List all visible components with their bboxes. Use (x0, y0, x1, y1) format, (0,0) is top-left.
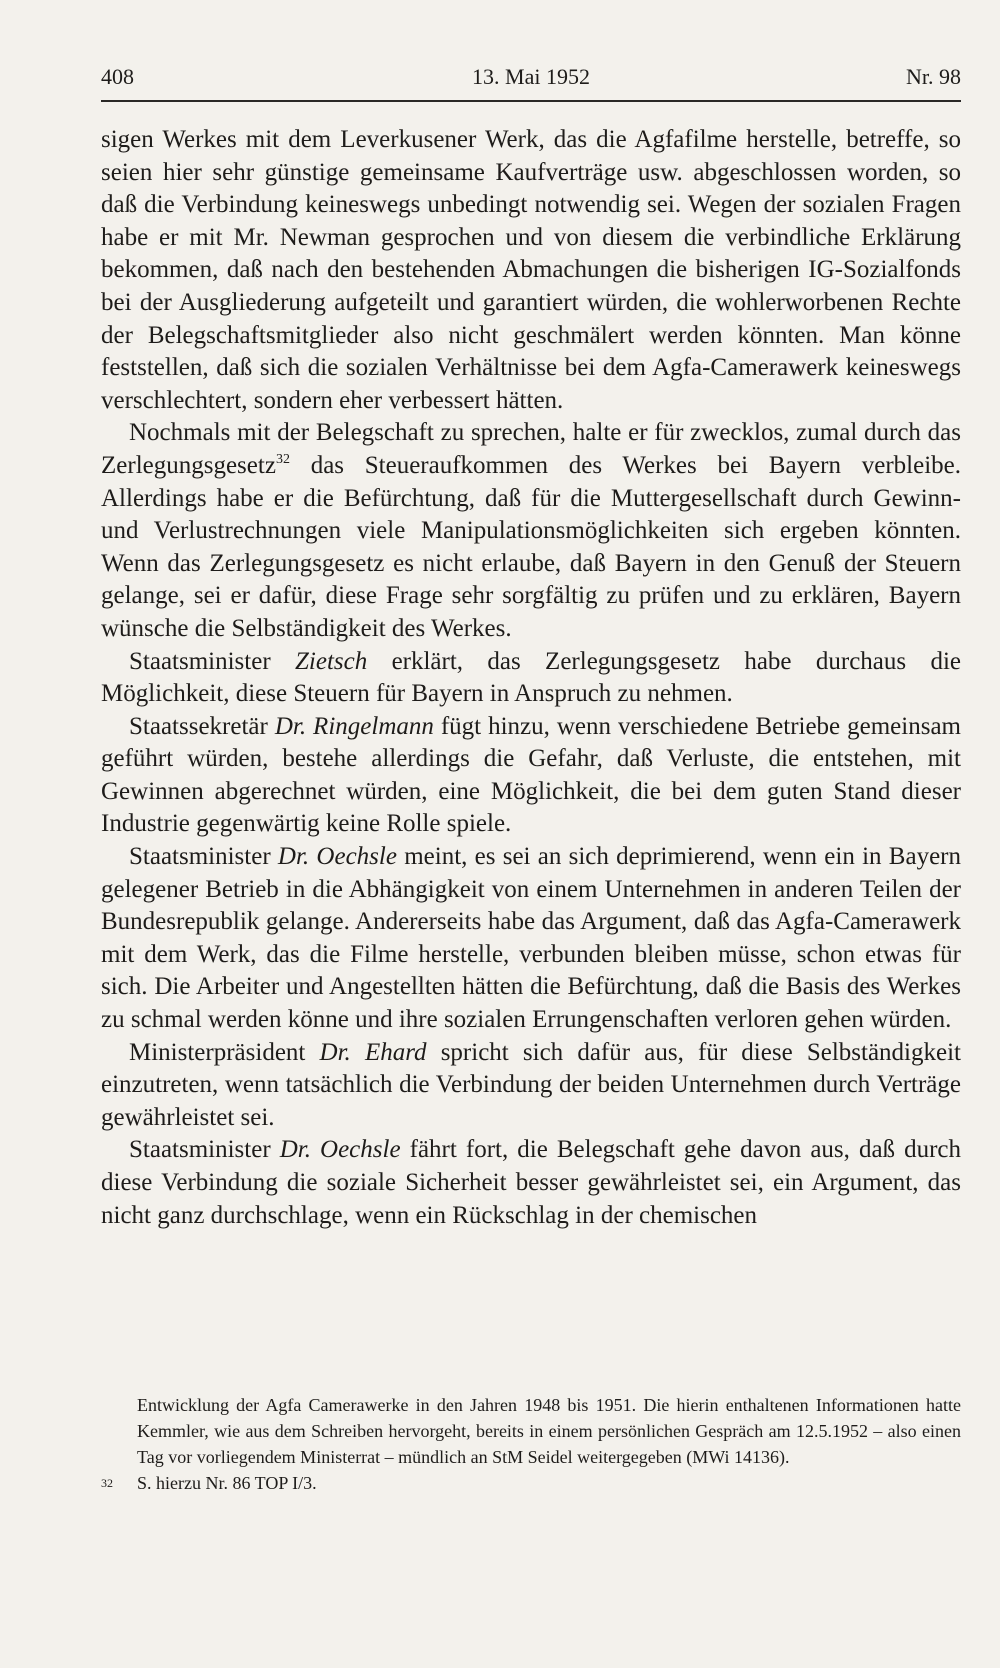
text-run: das Steueraufkommen des Werkes bei Bayern verbleibe. Allerdings habe er die Befürchtung, daß für die Muttergesellschaft durch Gewinn- und Verlustrechnungen viele Manipulationsmöglichkeiten sich ergeben könnten. Wenn das Zerlegungsgesetz es nicht erlaube, daß Bayern in den Genuß der Steuern gelange, sei er dafür, diese Frage sehr sorgfältig zu prüfen und zu erklären, Bayern wünsche die Selbständigkeit des Werkes. (101, 451, 961, 642)
speaker-name: Dr. Oechsle (279, 1136, 401, 1164)
paragraph (101, 646, 961, 711)
header-date: 13. Mai 1952 (472, 64, 590, 89)
paragraph (101, 1134, 961, 1232)
paragraph (101, 124, 961, 417)
speaker-name: Dr. Ringelmann (274, 712, 434, 740)
paragraph (101, 1037, 961, 1135)
paragraph (101, 711, 961, 841)
paragraph (101, 841, 961, 1037)
page-number: 408 (101, 64, 134, 89)
speaker-name: Dr. Ehard (319, 1038, 427, 1066)
text-run: fährt fort, die Belegschaft gehe davon aus, daß durch diese Verbindung die soziale Sicherheit besser gewährleistet sei, ein Argument, das nicht ganz durchschlage, wenn ein Rückschlag in der chemischen (101, 1136, 962, 1229)
document-number: Nr. 98 (906, 64, 961, 89)
text-run: Nochmals mit der Belegschaft zu sprechen, halte er für zwecklos, zumal durch das Zerlegungsgesetz (101, 419, 961, 479)
text-run: meint, es sei an sich deprimierend, wenn ein in Bayern gelegener Betrieb in die Abhängigkeit von einem Unternehmen in anderen Teilen der Bundesrepublik gelange. Andererseits habe das Argument, daß das Agfa-Camerawerk mit dem Werk, das die Filme herstelle, verbunden bleiben müsse, schon etwas für sich. Die Arbeiter und Angestellten hätten die Befürchtung, daß die Basis des Werkes zu schmal werden könne und ihre sozialen Errungenschaften verloren gehen würden. (101, 843, 961, 1034)
text-run: fügt hinzu, wenn verschiedene Betriebe gemeinsam geführt würden, bestehe allerdings die Gefahr, daß Verluste, die entstehen, mit Gewinnen abgerechnet würden, eine Möglichkeit, die bei dem guten Stand dieser Industrie gegenwärtig keine Rolle spiele. (101, 712, 961, 838)
speaker-name: Zietsch (295, 647, 368, 675)
text-run: sigen Werkes mit dem Leverkusener Werk, das die Agfafilme herstelle, betreffe, so seien hier sehr günstige gemeinsame Kaufverträge usw. abgeschlossen worden, so daß die Verbindung keineswegs unbedingt notwendig sei. Wegen der sozialen Fragen habe er mit Mr. Newman gesprochen und von diesem die verbindliche Erklärung bekommen, daß nach den bestehenden Abmachungen die bisherigen IG-Sozialfonds bei der Ausgliederung aufgeteilt und garantiert würden, die wohlerworbenen Rechte der Belegschaftsmitglieder also nicht geschmälert werden könnten. Man könne feststellen, daß sich die sozialen Verhältnisse bei dem Agfa-Camerawerk keineswegs verschlechtert, sondern eher verbessert hätten. (101, 126, 961, 414)
text-run: spricht sich dafür aus, für diese Selbständigkeit einzutreten, wenn tatsächlich die Verbindung der beiden Unternehmen durch Verträge gewährleistet sei. (101, 1038, 961, 1131)
text-run: Ministerpräsident (129, 1038, 320, 1066)
text-run: Staatsminister (129, 647, 295, 675)
paragraph (101, 417, 961, 645)
text-run: Staatssekretär (129, 712, 275, 740)
text-run: erklärt, das Zerlegungsgesetz habe durchaus die Möglichkeit, diese Steuern für Bayern in Anspruch zu nehmen. (101, 647, 961, 708)
speaker-name: Dr. Oechsle (277, 843, 397, 871)
text-run: Staatsminister (129, 1136, 280, 1164)
footnote-text: S. hierzu Nr. 86 TOP I/3. (137, 1473, 317, 1493)
page-header (101, 60, 961, 102)
text-run: Staatsminister (129, 843, 278, 871)
footnote-reference: 32 (275, 451, 290, 467)
footnote-continuation: Entwicklung der Agfa Camerawerke in den Jahren 1948 bis 1951. Die hierin enthaltenen Informationen hatte Kemmler, wie aus dem Schreiben hervorgeht, bereits in einem persönlichen Gespräch am 12.5.1952 – also einen Tag vor vorliegendem Ministerrat – mündlich an StM Seidel weitergegeben (MWi 14136). (137, 1395, 961, 1467)
footnotes (101, 1392, 961, 1499)
footnote-32 (101, 1470, 961, 1499)
body-text (101, 124, 961, 1232)
footnote-number: 32 (101, 1476, 113, 1490)
